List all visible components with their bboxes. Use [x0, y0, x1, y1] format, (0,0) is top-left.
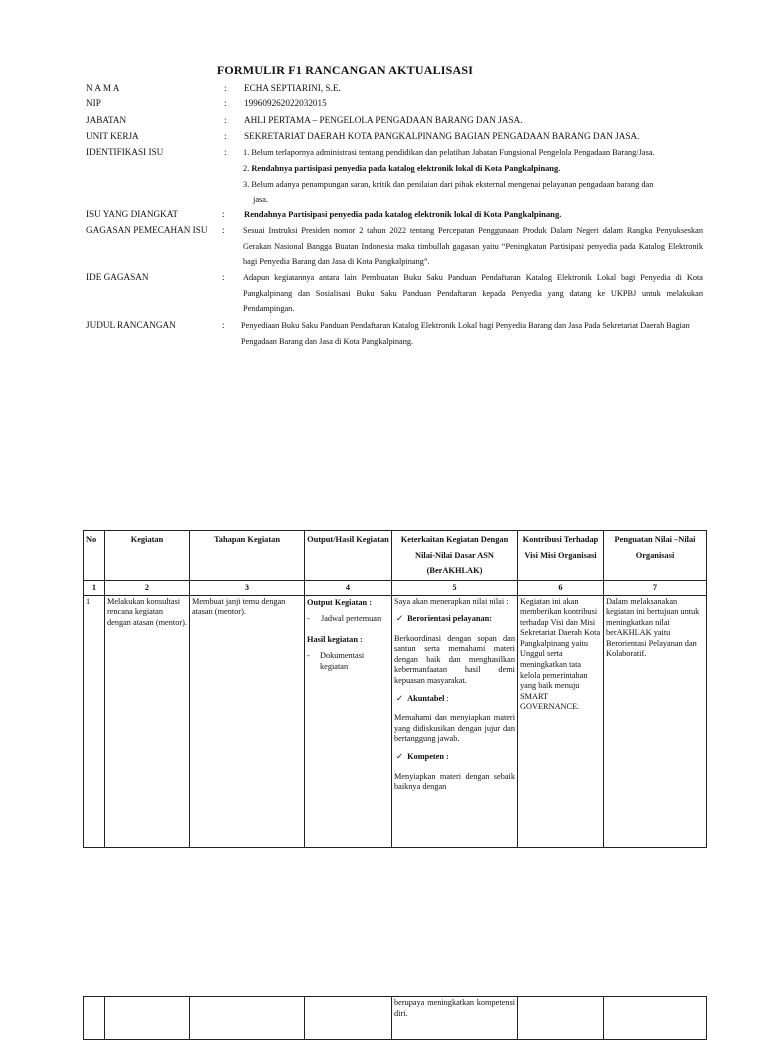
value-judul-rancangan: Penyediaan Buku Saku Panduan Pendaftaran Katalog Elektronik Lokal bagi Penyedia Barang dan Jasa Pada Sekretariat Daerah Bagian Pengadaan Barang dan Jasa di Kota Pangkalpinang. [241, 321, 690, 346]
output-colon: : [367, 597, 373, 607]
hasil-item: Dokumentasi kegiatan [319, 651, 365, 671]
header-keterkaitan: Keterkaitan Kegiatan Dengan Nilai-Nilai Dasar ASN (BerAKHLAK) [392, 531, 518, 581]
colon: : [222, 320, 225, 330]
isu-item-3-continued: jasa. [253, 195, 269, 204]
value-title: Akuntabel [407, 693, 445, 703]
col-number: 1 [84, 580, 105, 595]
output-label: Output Kegiatan [307, 597, 368, 607]
isu-item-2-text: Rendahnya partisipasi penyedia pada katalog elektronik lokal di Kota Pangkalpinang. [251, 164, 561, 173]
aktualisasi-table [83, 530, 707, 848]
cell-output [305, 595, 392, 847]
colon: : [222, 209, 225, 219]
header-kegiatan: Kegiatan [105, 531, 190, 581]
value-nip: 199609262022032015 [244, 98, 327, 108]
col-number: 2 [105, 580, 190, 595]
cell-kontribusi: Kegiatan ini akan memberikan kontribusi terhadap Visi dan Misi Sekretariat Daerah Kota Pangkalpinang yaitu Unggul serta meningkatkan tata kelola pemerintahan yang baik menuju SMART GOVERNANCE. [518, 595, 604, 847]
isu-item-3: 3. Belum adanya penampungan saran, kritik dan penilaian dari pihak eksternal mengenai pelayanan pengadaan barang dan [243, 180, 654, 189]
table-row [84, 595, 707, 847]
checkmark-icon: ✓ [396, 693, 403, 703]
header-no: No [84, 531, 105, 581]
cell-keterkaitan-continued: berupaya meningkatkan kompetensi diri. [392, 997, 518, 1040]
value-isu-diangkat: Rendahnya Partisipasi penyedia pada katalog elektronik lokal di Kota Pangkalpinang. [244, 209, 562, 219]
checkmark-icon: ✓ [396, 752, 403, 762]
value-jabatan: AHLI PERTAMA – PENGELOLA PENGADAAN BARANG DAN JASA. [244, 115, 523, 125]
cell-no: 1 [84, 595, 105, 847]
value-gagasan: Sesuai Instruksi Presiden nomor 2 tahun 2022 tentang Percepatan Penggunaan Produk Dalam Negeri dalam Rangka Penyukseskan Gerakan Nasional Bangga Buatan Indonesia maka timbullah gagasan yaitu “Peningkatan Partisipasi penyedia pada Katalog Elektronik bagi Penyedia Barang dan Jasa di Kota Pangkalpinang”. [243, 226, 703, 266]
col-number: 6 [518, 580, 604, 595]
value-description: Berkoordinasi dengan sopan dan santun serta memahami materi dengan baik dan menghasilkan kebermanfaatan hasil demi kepuasan masyarakat. [394, 633, 515, 686]
table-row [84, 997, 707, 1040]
cell-kegiatan: Melakukan konsultasi rencana kegiatan dengan atasan (mentor). [105, 595, 190, 847]
isu-item-1: 1. Belum terlapornya administrasi tentang pendidikan dan pelatihan Jabatan Fungsional Pengelola Pengadaan Barang/Jasa. [243, 148, 655, 157]
value-ide-gagasan: Adapun kegiatannya antara lain Pembuatan Buku Saku Panduan Pendaftaran Katalog Elektronik Lokal bagi Penyedia di Kota Pangkalpinang dan Sosialisasi Buku Saku Panduan Pendaftaran kepada Penyedia yang datang ke UKPBJ untuk melakukan Pendampingan. [243, 273, 703, 313]
colon: : [224, 131, 227, 141]
label-nip: NIP [86, 98, 101, 108]
cell-tahapan: Membuat janji temu dengan atasan (mentor). [190, 595, 305, 847]
page-title: FORMULIR F1 RANCANGAN AKTUALISASI [216, 63, 474, 77]
colon: : [224, 147, 227, 157]
colon: : [222, 272, 225, 282]
header-tahapan: Tahapan Kegiatan [190, 531, 305, 581]
value-title: Kompeten : [407, 752, 449, 762]
cell-penguatan: Dalam melaksanakan kegiatan ini bertujuan untuk meningkatkan nilai berAKHLAK yaitu Berorientasi Pelayanan dan Kolaboratif. [604, 595, 707, 847]
isu-item-2-number: 2. [243, 164, 252, 173]
label-identifikasi-isu: IDENTIFIKASI ISU [86, 147, 164, 157]
cell-empty [305, 997, 392, 1040]
col-number: 7 [604, 580, 707, 595]
dash: - [307, 651, 310, 661]
label-jabatan: JABATAN [86, 115, 127, 125]
col-number: 3 [190, 580, 305, 595]
nilai-intro: Saya akan menerapkan nilai nilai : [394, 596, 509, 606]
header-output: Output/Hasil Kegiatan [305, 531, 392, 581]
label-ide-gagasan: IDE GAGASAN [86, 272, 149, 282]
label-gagasan: GAGASAN PEMECAHAN ISU [86, 225, 208, 235]
hasil-label: Hasil kegiatan : [307, 634, 363, 644]
checkmark-icon: ✓ [396, 614, 403, 624]
colon: : [224, 115, 227, 125]
value-description: Menyiapkan materi dengan sebaik baiknya dengan [394, 771, 515, 792]
col-number: 4 [305, 580, 392, 595]
cell-empty [518, 997, 604, 1040]
column-number-row [84, 580, 707, 595]
label-nama: N A M A [86, 83, 120, 93]
cell-empty [604, 997, 707, 1040]
cell-empty [105, 997, 190, 1040]
cell-empty [84, 997, 105, 1040]
label-unit-kerja: UNIT KERJA [86, 131, 139, 141]
value-unit-kerja: SEKRETARIAT DAERAH KOTA PANGKALPINANG BAGIAN PENGADAAN BARANG DAN JASA. [244, 131, 640, 141]
header-penguatan: Penguatan Nilai –Nilai Organisasi [604, 531, 707, 581]
cell-keterkaitan [392, 595, 518, 847]
output-item: Jadwal pertemuan [321, 614, 382, 624]
value-description: Memahami dan menyiapkan materi yang didiskusikan dengan jujur dan bertanggung jawab. [394, 713, 515, 744]
colon: : [224, 83, 227, 93]
label-judul-rancangan: JUDUL RANCANGAN [86, 320, 176, 330]
value-title-colon: : [444, 693, 449, 703]
header-kontribusi: Kontribusi Terhadap Visi Misi Organisasi [518, 531, 604, 581]
colon: : [224, 98, 227, 108]
table-header-row [84, 531, 707, 581]
colon: : [222, 225, 225, 235]
label-isu-diangkat: ISU YANG DIANGKAT [86, 209, 179, 219]
isu-item-2 [243, 161, 560, 177]
dash: - [307, 614, 310, 624]
aktualisasi-table-continued [83, 996, 707, 1040]
col-number: 5 [392, 580, 518, 595]
value-title: Berorientasi pelayanan: [407, 614, 492, 624]
value-nama: ECHA SEPTIARINI, S.E. [244, 83, 341, 93]
cell-empty [190, 997, 305, 1040]
